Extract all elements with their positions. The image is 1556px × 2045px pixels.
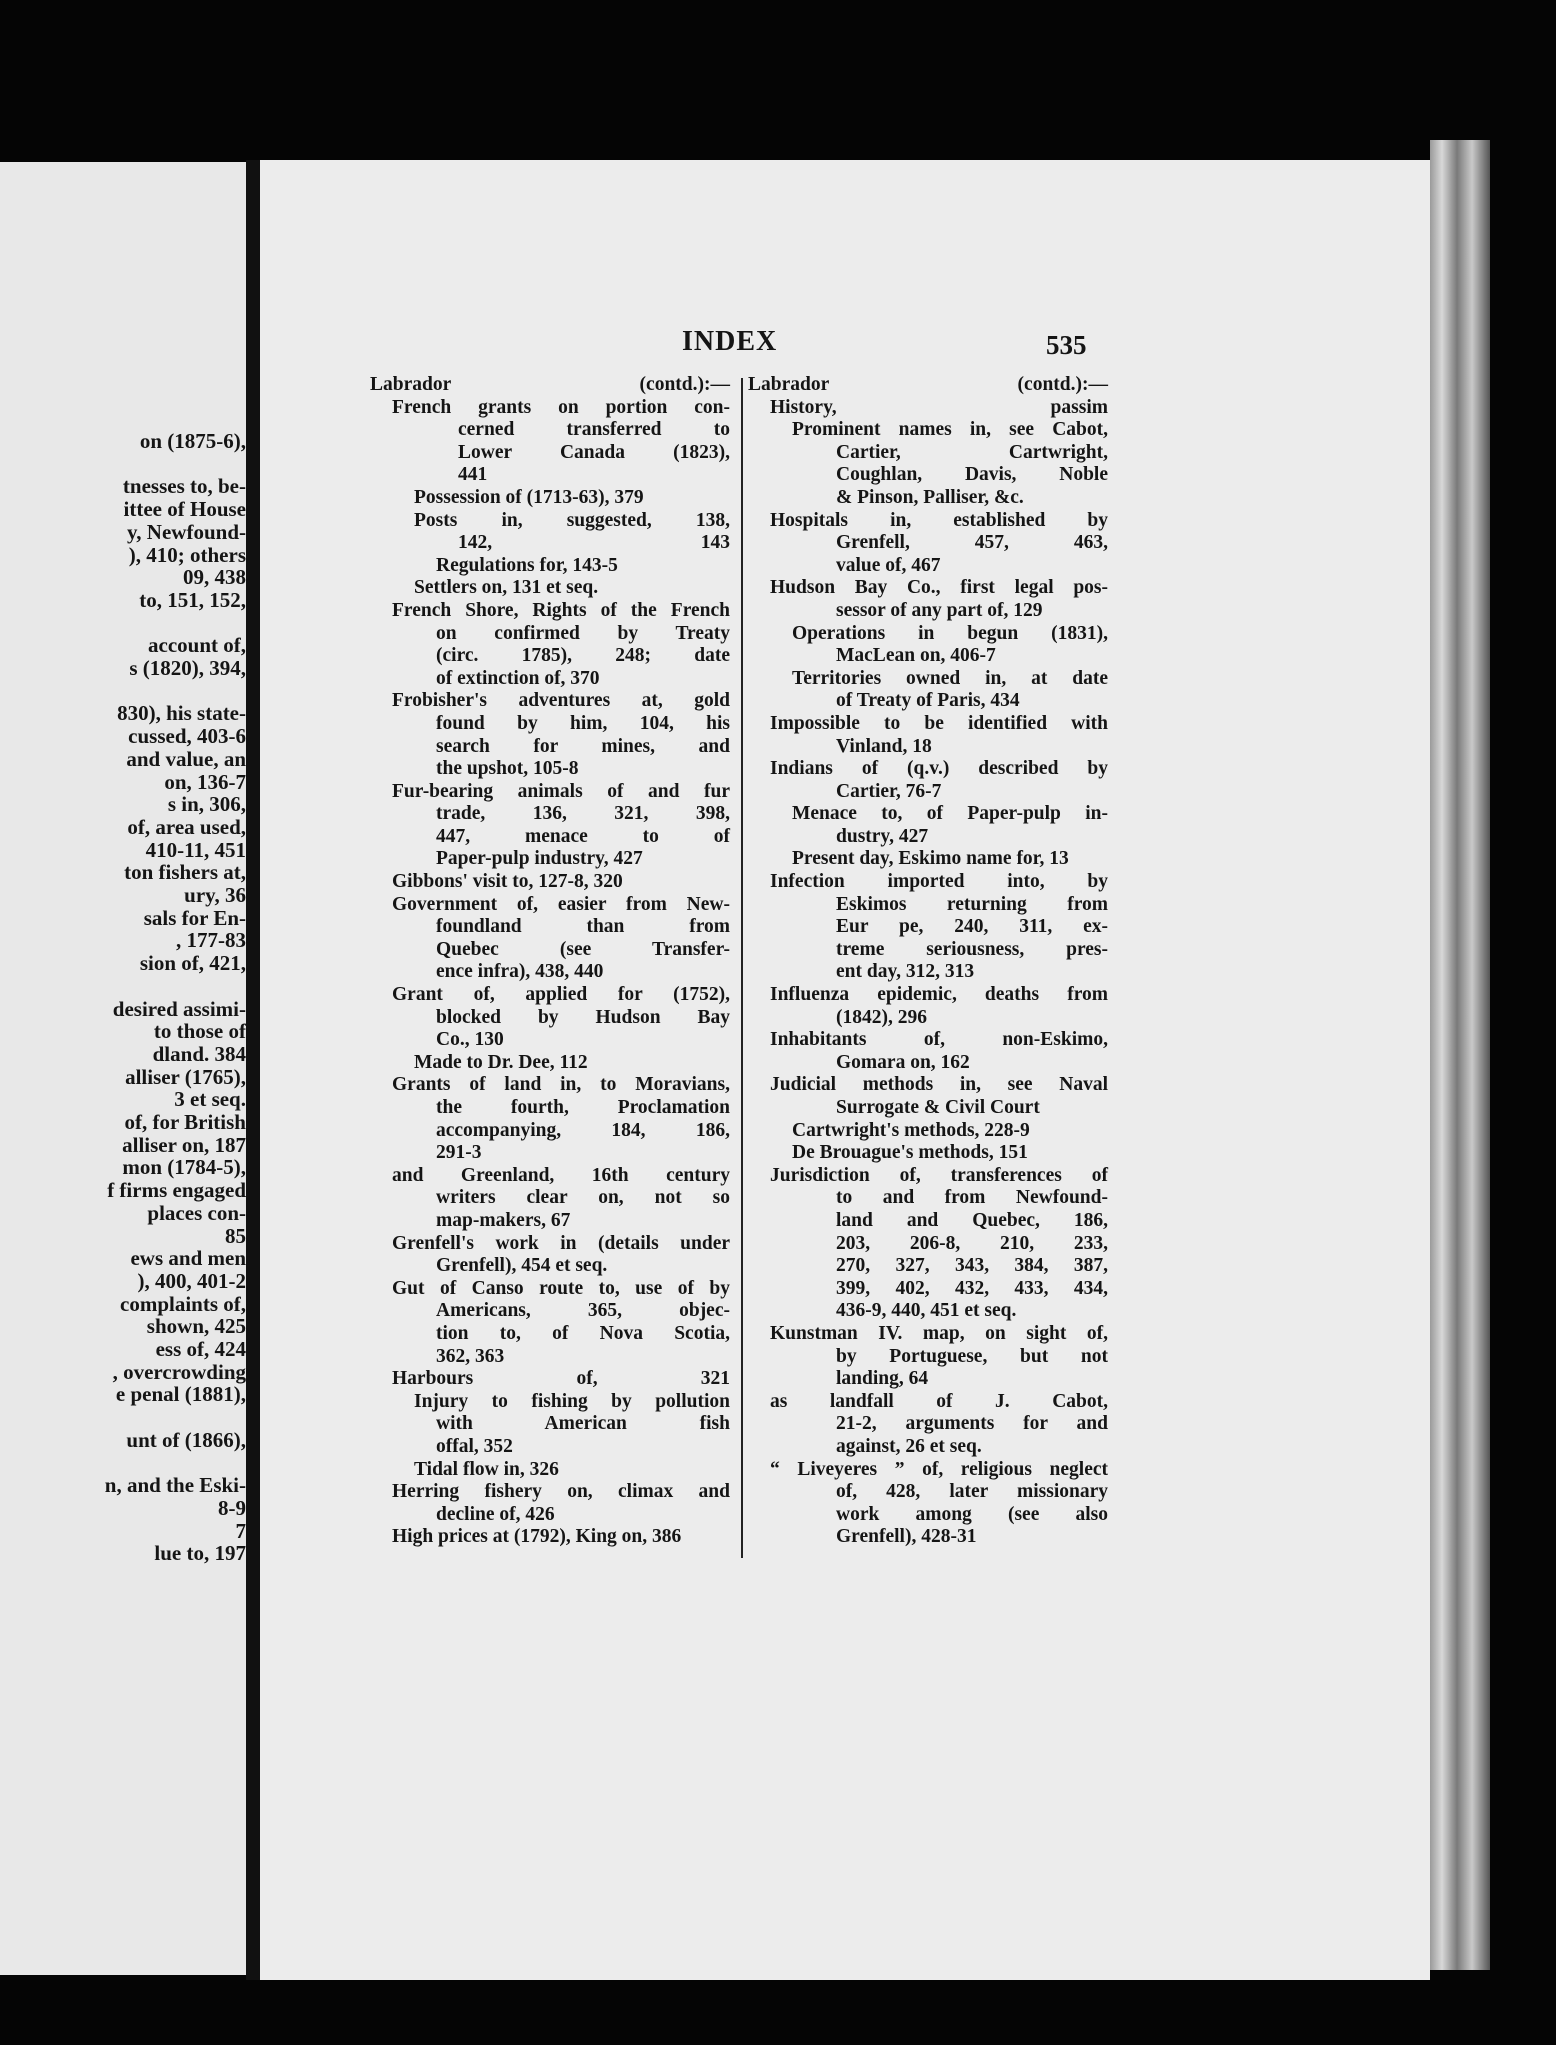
index-line: 436-9, 440, 451 et seq. <box>836 1300 1017 1322</box>
index-line: landing, 64 <box>836 1368 929 1390</box>
left-page-fragment: ews and men <box>130 1246 246 1271</box>
index-line: ent day, 312, 313 <box>836 961 975 983</box>
left-page-fragment: , overcrowding <box>112 1359 246 1384</box>
left-page-fragment: 7 <box>235 1518 246 1543</box>
index-line: Harbours of, 321 <box>392 1368 730 1390</box>
left-page-fragment: account of, <box>148 633 246 658</box>
index-line: and Greenland, 16th century <box>392 1164 730 1186</box>
index-column-left <box>370 374 730 1549</box>
index-line: (circ. 1785), 248; date <box>436 645 730 667</box>
index-line: of extinction of, 370 <box>436 667 600 689</box>
left-page-fragment: ), 410; others <box>128 542 246 567</box>
index-line: 142, 143 <box>458 532 730 554</box>
index-line: Gibbons' visit to, 127-8, 320 <box>392 871 623 893</box>
index-line: with American fish <box>436 1413 730 1435</box>
index-line: Prominent names in, see Cabot, <box>792 419 1108 441</box>
index-line: sessor of any part of, 129 <box>836 599 1043 621</box>
index-line: Possession of (1713-63), 379 <box>414 486 644 508</box>
index-line: the fourth, Proclamation <box>436 1097 730 1118</box>
index-line: Coughlan, Davis, Noble <box>836 464 1108 486</box>
index-line: Indians of (q.v.) described by <box>770 758 1108 780</box>
index-line: found by him, 104, his <box>436 712 730 734</box>
left-page-fragment: mon (1784-5), <box>122 1155 246 1180</box>
index-line: Kunstman IV. map, on sight of, <box>770 1322 1108 1344</box>
page-edges <box>1430 140 1490 1970</box>
column-divider <box>741 378 743 1558</box>
index-line: ence infra), 438, 440 <box>436 961 604 983</box>
left-page-fragment: dland. 384 <box>152 1041 246 1066</box>
left-page-fragment: on, 136-7 <box>164 769 246 794</box>
index-line: Settlers on, 131 et seq. <box>414 577 599 599</box>
index-line: Surrogate & Civil Court <box>836 1097 1040 1118</box>
left-page-fragment: cussed, 403-6 <box>128 724 246 749</box>
index-line: Government of, easier from New- <box>392 893 730 915</box>
index-line: search for mines, and <box>436 735 730 757</box>
index-line: the upshot, 105-8 <box>436 758 579 780</box>
index-line: Herring fishery on, climax and <box>392 1481 730 1503</box>
left-page-fragment: alliser on, 187 <box>122 1132 246 1157</box>
left-page-fragment: and value, an <box>126 746 246 771</box>
index-line: (1842), 296 <box>836 1006 927 1028</box>
index-line: 441 <box>458 464 488 486</box>
index-line: Posts in, suggested, 138, <box>414 509 730 531</box>
index-line: Frobisher's adventures at, gold <box>392 690 730 712</box>
index-line: Regulations for, 143-5 <box>436 554 618 576</box>
index-line: Infection imported into, by <box>770 871 1108 893</box>
index-line: writers clear on, not so <box>436 1187 730 1209</box>
left-page-fragment: places con- <box>147 1200 246 1225</box>
left-page-fragment: 3 et seq. <box>174 1087 246 1112</box>
index-line: Hudson Bay Co., first legal pos- <box>770 577 1108 599</box>
index-line: trade, 136, 321, 398, <box>436 803 730 825</box>
index-line: land and Quebec, 186, <box>836 1209 1108 1231</box>
index-line: Operations in begun (1831), <box>792 622 1108 644</box>
left-page-fragment: , 177-83 <box>176 928 246 953</box>
left-page <box>0 162 246 1975</box>
index-line: Territories owned in, at date <box>792 667 1108 689</box>
index-line: Eur pe, 240, 311, ex- <box>836 916 1108 938</box>
index-line: High prices at (1792), King on, 386 <box>392 1526 682 1548</box>
index-line: treme seriousness, pres- <box>836 938 1108 960</box>
index-line: Vinland, 18 <box>836 735 932 757</box>
left-page-fragment: 09, 438 <box>183 565 246 590</box>
index-line: Fur-bearing animals of and fur <box>392 780 730 802</box>
left-page-fragment: 8-9 <box>218 1495 246 1520</box>
left-page-fragment: e penal (1881), <box>115 1382 246 1407</box>
left-page-fragment: 85 <box>225 1223 246 1248</box>
left-page-fragment: to, 151, 152, <box>139 587 246 612</box>
index-line: map-makers, 67 <box>436 1209 571 1231</box>
index-line: 203, 206-8, 210, 233, <box>836 1232 1108 1254</box>
index-line: History, passim <box>770 396 1108 418</box>
left-page-fragment: of, area used, <box>127 814 246 839</box>
left-page-fragment: sion of, 421, <box>139 951 246 976</box>
left-page-fragment: complaints of, <box>120 1291 246 1316</box>
index-line: French Shore, Rights of the French <box>392 599 730 621</box>
index-line: Labrador (contd.):— <box>370 374 730 395</box>
index-line: MacLean on, 406-7 <box>836 645 996 667</box>
index-line: to and from Newfound- <box>836 1187 1108 1209</box>
index-line: Injury to fishing by pollution <box>414 1390 730 1412</box>
left-page-fragment: tnesses to, be- <box>122 474 246 499</box>
left-page-fragment: f firms engaged <box>107 1178 246 1203</box>
index-line: “ Liveyeres ” of, religious neglect <box>770 1458 1108 1480</box>
index-line: Grenfell), 428-31 <box>836 1526 977 1548</box>
index-line: cerned transferred to <box>458 419 730 441</box>
left-page-fragment: 410-11, 451 <box>145 837 246 862</box>
left-page-fragment: ), 400, 401-2 <box>137 1268 246 1293</box>
index-line: of Treaty of Paris, 434 <box>836 690 1020 712</box>
index-line: by Portuguese, but not <box>836 1345 1108 1367</box>
left-page-fragment: ton fishers at, <box>124 860 246 885</box>
index-line: decline of, 426 <box>436 1503 555 1525</box>
index-line: Gut of Canso route to, use of by <box>392 1277 730 1299</box>
index-line: Hospitals in, established by <box>770 509 1108 531</box>
index-line: Quebec (see Transfer- <box>436 938 730 960</box>
index-line: 399, 402, 432, 433, 434, <box>836 1277 1108 1299</box>
index-line: Grenfell, 457, 463, <box>836 532 1108 554</box>
left-page-fragment: ittee of House <box>123 497 246 522</box>
index-line: Lower Canada (1823), <box>458 441 730 463</box>
left-page-fragment: y, Newfound- <box>126 519 246 544</box>
index-line: Co., 130 <box>436 1029 504 1051</box>
index-line: Cartier, 76-7 <box>836 780 942 802</box>
index-line: French grants on portion con- <box>392 396 730 418</box>
index-line: Americans, 365, objec- <box>436 1300 730 1322</box>
index-line: Cartier, Cartwright, <box>836 441 1108 463</box>
left-page-fragment: ury, 36 <box>184 883 246 907</box>
book-gutter <box>246 160 260 1980</box>
index-line: tion to, of Nova Scotia, <box>436 1322 730 1344</box>
left-page-fragment: alliser (1765), <box>125 1064 246 1089</box>
index-line: Impossible to be identified with <box>770 712 1108 734</box>
index-line: dustry, 427 <box>836 825 929 847</box>
left-page-fragment: ess of, 424 <box>155 1337 246 1361</box>
index-line: Grant of, applied for (1752), <box>392 984 730 1006</box>
index-line: De Brouague's methods, 151 <box>792 1142 1028 1164</box>
left-page-fragment: lue to, 197 <box>154 1541 246 1566</box>
left-page-fragment: on (1875-6), <box>139 429 246 453</box>
index-line: 291-3 <box>436 1142 482 1164</box>
left-page-fragment: unt of (1866), <box>126 1427 246 1452</box>
index-line: Cartwright's methods, 228-9 <box>792 1119 1030 1141</box>
index-line: Judicial methods in, see Naval <box>770 1074 1108 1096</box>
index-line: Labrador (contd.):— <box>748 374 1108 395</box>
index-line: Tidal flow in, 326 <box>414 1458 559 1480</box>
index-line: foundland than from <box>436 916 730 938</box>
index-line: Grants of land in, to Moravians, <box>392 1074 730 1096</box>
index-line: blocked by Hudson Bay <box>436 1006 730 1028</box>
index-line: value of, 467 <box>836 554 941 576</box>
index-line: 362, 363 <box>436 1345 505 1367</box>
index-line: Grenfell), 454 et seq. <box>436 1255 608 1277</box>
index-line: Eskimos returning from <box>836 893 1108 915</box>
index-line: Menace to, of Paper-pulp in- <box>792 803 1108 825</box>
index-line: 270, 327, 343, 384, 387, <box>836 1255 1108 1277</box>
left-page-fragment: to those of <box>153 1019 246 1044</box>
left-page-fragment: s (1820), 394, <box>129 656 246 680</box>
index-line: Paper-pulp industry, 427 <box>436 848 643 870</box>
left-page-fragment: s in, 306, <box>167 792 246 817</box>
index-line: Gomara on, 162 <box>836 1051 970 1073</box>
index-line: work among (see also <box>836 1503 1108 1525</box>
index-line: Inhabitants of, non-Eskimo, <box>770 1029 1108 1051</box>
left-page-fragment: desired assimi- <box>112 996 246 1021</box>
index-line: Influenza epidemic, deaths from <box>770 984 1108 1006</box>
left-page-fragment: sals for En- <box>143 905 246 930</box>
left-page-fragment: n, and the Eski- <box>104 1473 246 1498</box>
index-column-right <box>748 374 1108 1549</box>
left-page-fragment: 830), his state- <box>117 701 246 726</box>
left-page-fragment: of, for British <box>124 1110 246 1134</box>
index-line: Grenfell's work in (details under <box>392 1232 730 1254</box>
index-line: on confirmed by Treaty <box>436 622 730 644</box>
page-number: 535 <box>1046 330 1087 360</box>
index-line: against, 26 et seq. <box>836 1435 982 1457</box>
index-line: accompanying, 184, 186, <box>436 1119 730 1141</box>
index-line: offal, 352 <box>436 1435 513 1457</box>
index-line: of, 428, later missionary <box>836 1481 1108 1503</box>
page-title: INDEX <box>682 326 778 357</box>
index-line: & Pinson, Palliser, &c. <box>836 486 1024 508</box>
index-line: Present day, Eskimo name for, 13 <box>792 848 1069 870</box>
index-line: 447, menace to of <box>436 825 730 847</box>
index-line: 21-2, arguments for and <box>836 1413 1108 1435</box>
index-line: as landfall of J. Cabot, <box>770 1390 1108 1412</box>
index-line: Jurisdiction of, transferences of <box>770 1164 1108 1186</box>
index-line: Made to Dr. Dee, 112 <box>414 1051 588 1073</box>
left-page-fragment: shown, 425 <box>146 1314 246 1339</box>
